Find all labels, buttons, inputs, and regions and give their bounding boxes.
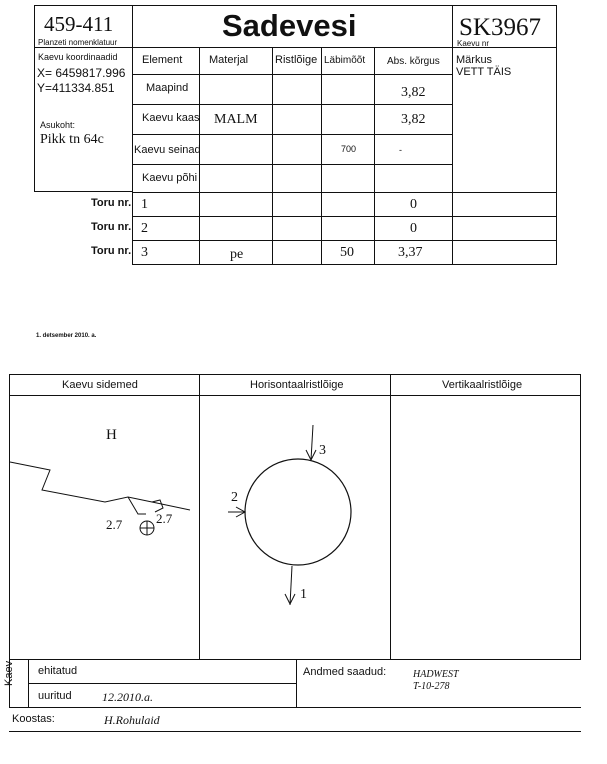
toru-nr: 3: [141, 245, 148, 260]
koostas-value: H.Rohulaid: [104, 713, 160, 727]
pipe-label: 2: [231, 490, 238, 505]
koostas-label: Koostas:: [12, 713, 55, 725]
coords-label: Kaevu koordinaadid: [38, 52, 118, 62]
header-labimoot: Läbimõõt: [324, 55, 366, 66]
andmed-value-1: HADWEST: [413, 669, 459, 680]
toru-abs: 3,37: [398, 245, 423, 260]
toru-nr: 2: [141, 221, 148, 236]
row-element: Kaevu põhi: [142, 172, 198, 184]
col-title-vertikaal: Vertikaalristlõige: [442, 379, 523, 391]
pipe-line: [290, 566, 292, 605]
coord-y: Y=411334.851: [37, 81, 115, 95]
row-materjal: MALM: [214, 112, 258, 127]
row-element: Maapind: [146, 82, 189, 94]
toru-labimoot: 50: [340, 245, 354, 260]
markus-value: VETT TÄIS: [456, 66, 512, 78]
toru-label: Toru nr.: [91, 245, 132, 257]
row-element: Kaevu kaas: [142, 112, 200, 124]
header-materjal: Materjal: [209, 54, 249, 66]
toru-label: Toru nr.: [91, 221, 132, 233]
dimension-left: 2.7: [106, 517, 123, 532]
coord-x: X= 6459817.996: [37, 66, 126, 80]
toru-nr: 1: [141, 197, 148, 212]
ehitatud-label: ehitatud: [38, 665, 78, 677]
kaevu-nr-label: Kaevu nr: [457, 39, 490, 48]
pipe-label: 3: [319, 443, 326, 458]
row-abs: -: [399, 145, 402, 155]
toru-abs: 0: [410, 221, 417, 236]
nomenklatuur-label: Planzeti nomenklatuur: [38, 38, 118, 47]
asukoht-label: Asukoht:: [40, 120, 76, 130]
header-ristloige: Ristlõige: [275, 54, 318, 66]
kaevu-nr-value: SK3967: [459, 14, 541, 41]
col-title-horisontaal: Horisontaalristlõige: [250, 379, 344, 391]
andmed-value-2: T-10-278: [413, 681, 450, 692]
toru-label: Toru nr.: [91, 197, 132, 209]
row-labimoot: 700: [341, 144, 357, 154]
pipe-label: 1: [300, 587, 307, 602]
toru-abs: 0: [410, 197, 417, 212]
row-abs: 3,82: [401, 85, 426, 100]
header-element: Element: [142, 54, 183, 66]
col-title-sidemed: Kaevu sidemed: [62, 379, 138, 391]
north-mark: H: [106, 427, 117, 443]
manhole-cross-section: [245, 459, 351, 565]
nomenklatuur-value: 459-411: [44, 12, 114, 36]
uuritud-label: uuritud: [38, 690, 72, 702]
markus-label: Märkus: [456, 54, 493, 66]
row-abs: 3,82: [401, 112, 426, 127]
page-title: Sadevesi: [222, 8, 357, 43]
dimension-right: 2.7: [156, 511, 173, 526]
uuritud-value: 12.2010.a.: [102, 690, 153, 704]
andmed-label: Andmed saadud:: [303, 666, 387, 678]
toru-materjal: pe: [230, 247, 244, 262]
asukoht-value: Pikk tn 64c: [40, 132, 104, 147]
kaev-label: Kaev: [3, 660, 15, 686]
pipe-line: [311, 425, 313, 460]
header-abs: Abs. kõrgus: [387, 56, 440, 67]
row-element: Kaevu seinad: [134, 144, 201, 156]
building-outline: [10, 462, 190, 510]
date-note: 1. detsember 2010. a.: [36, 333, 97, 339]
